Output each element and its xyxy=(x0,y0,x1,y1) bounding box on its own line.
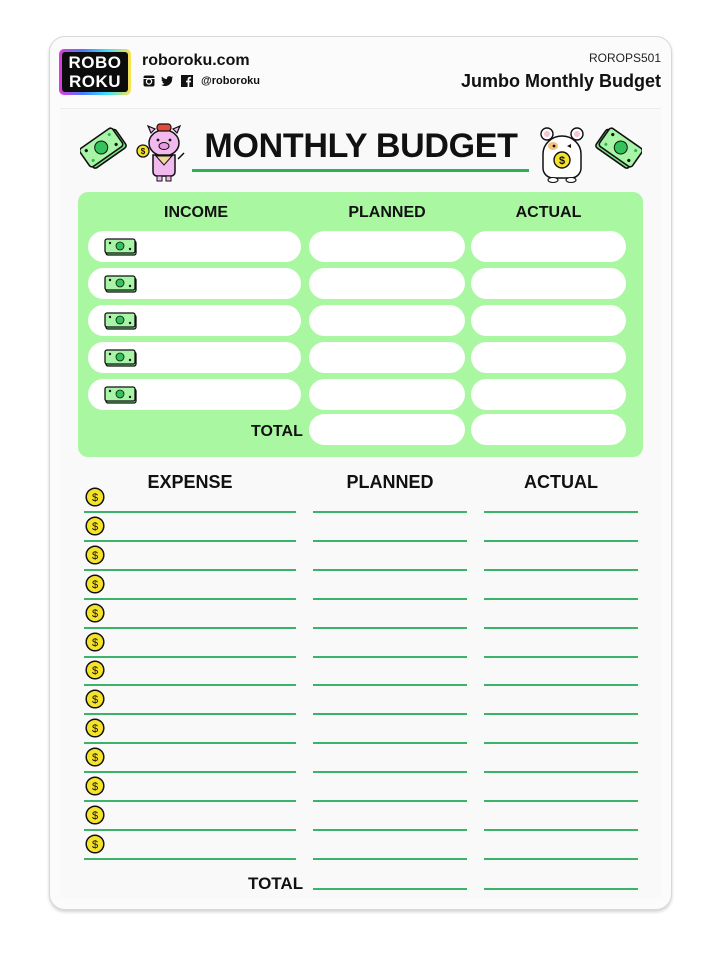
expense-planned-line[interactable] xyxy=(313,684,467,686)
coin-icon xyxy=(85,747,105,767)
expense-actual-line[interactable] xyxy=(484,511,638,513)
svg-text:$: $ xyxy=(91,549,99,562)
income-actual-field[interactable] xyxy=(471,231,626,262)
income-total-actual-field[interactable] xyxy=(471,414,626,445)
social-handle: @roboroku xyxy=(201,74,261,87)
money-bill-icon xyxy=(104,385,138,410)
coin-icon xyxy=(85,660,105,680)
expense-actual-line[interactable] xyxy=(484,771,638,773)
expense-actual-line[interactable] xyxy=(484,800,638,802)
product-name: Jumbo Monthly Budget xyxy=(461,71,661,91)
coin-icon xyxy=(85,805,105,825)
expense-item-line[interactable] xyxy=(84,656,296,658)
svg-text:$: $ xyxy=(91,607,99,620)
logo-line-1: ROBO xyxy=(68,53,122,72)
expense-header: EXPENSE xyxy=(147,472,233,492)
money-bill-icon xyxy=(80,126,128,175)
logo-line-2: ROKU xyxy=(68,72,122,91)
expense-planned-line[interactable] xyxy=(313,540,467,542)
product-sku: ROROPS501 xyxy=(588,51,661,65)
coin-icon xyxy=(85,603,105,623)
income-total-planned-field[interactable] xyxy=(309,414,465,445)
income-source-field[interactable] xyxy=(88,305,301,336)
income-actual-field[interactable] xyxy=(471,379,626,410)
money-bill-icon xyxy=(104,348,138,373)
svg-text:$: $ xyxy=(91,752,99,765)
money-bill-icon xyxy=(104,274,138,299)
roboroku-logo xyxy=(59,49,131,95)
expense-actual-line[interactable] xyxy=(484,858,638,860)
expense-actual-line[interactable] xyxy=(484,656,638,658)
income-actual-field[interactable] xyxy=(471,342,626,373)
expense-item-line[interactable] xyxy=(84,713,296,715)
expense-item-line[interactable] xyxy=(84,858,296,860)
expense-planned-line[interactable] xyxy=(313,713,467,715)
site-url: roboroku.com xyxy=(142,52,250,69)
money-bill-icon xyxy=(594,126,642,175)
income-actual-field[interactable] xyxy=(471,268,626,299)
expense-item-line[interactable] xyxy=(84,511,296,513)
coin-icon xyxy=(85,487,105,507)
pig-with-coin-icon xyxy=(133,121,189,188)
income-planned-field[interactable] xyxy=(309,342,465,373)
income-planned-header: PLANNED xyxy=(348,204,426,221)
coin-icon xyxy=(85,776,105,796)
coin-icon xyxy=(85,689,105,709)
income-planned-field[interactable] xyxy=(309,305,465,336)
expense-actual-line[interactable] xyxy=(484,569,638,571)
svg-text:$: $ xyxy=(91,723,99,736)
expense-actual-line[interactable] xyxy=(484,713,638,715)
coin-icon xyxy=(85,516,105,536)
money-bill-icon xyxy=(104,311,138,336)
expense-item-line[interactable] xyxy=(84,598,296,600)
facebook-icon xyxy=(180,74,193,87)
svg-text:$: $ xyxy=(91,665,99,678)
expense-item-line[interactable] xyxy=(84,771,296,773)
expense-planned-line[interactable] xyxy=(313,829,467,831)
coin-icon xyxy=(85,545,105,565)
expense-item-line[interactable] xyxy=(84,829,296,831)
svg-text:$: $ xyxy=(91,520,99,533)
hamster-with-coin-icon xyxy=(537,124,587,189)
expense-item-line[interactable] xyxy=(84,569,296,571)
expense-planned-line[interactable] xyxy=(313,771,467,773)
expense-item-line[interactable] xyxy=(84,800,296,802)
coin-icon xyxy=(85,574,105,594)
svg-text:$: $ xyxy=(140,147,146,156)
expense-planned-line[interactable] xyxy=(313,656,467,658)
income-actual-header: ACTUAL xyxy=(515,204,582,221)
svg-text:$: $ xyxy=(558,155,566,167)
income-source-field[interactable] xyxy=(88,379,301,410)
income-planned-field[interactable] xyxy=(309,268,465,299)
expense-planned-line[interactable] xyxy=(313,569,467,571)
expense-total-actual-line[interactable] xyxy=(484,888,638,890)
twitter-icon xyxy=(161,74,174,87)
svg-text:$: $ xyxy=(91,636,99,649)
svg-text:$: $ xyxy=(91,492,99,504)
income-source-field[interactable] xyxy=(88,231,301,262)
svg-text:$: $ xyxy=(91,838,99,851)
social-row xyxy=(142,74,260,87)
income-total-label: TOTAL xyxy=(251,423,303,440)
income-actual-field[interactable] xyxy=(471,305,626,336)
title-underline xyxy=(192,169,529,172)
page-title: MONTHLY BUDGET xyxy=(204,127,518,165)
coin-icon xyxy=(85,834,105,854)
expense-actual-line[interactable] xyxy=(484,742,638,744)
coin-icon xyxy=(85,718,105,738)
money-bill-icon xyxy=(104,237,138,262)
expense-actual-line[interactable] xyxy=(484,627,638,629)
expense-planned-line[interactable] xyxy=(313,800,467,802)
expense-item-line[interactable] xyxy=(84,540,296,542)
expense-item-line[interactable] xyxy=(84,742,296,744)
expense-planned-line[interactable] xyxy=(313,627,467,629)
expense-actual-line[interactable] xyxy=(484,684,638,686)
expense-actual-line[interactable] xyxy=(484,829,638,831)
expense-total-planned-line[interactable] xyxy=(313,888,467,890)
income-source-field[interactable] xyxy=(88,342,301,373)
expense-planned-header: PLANNED xyxy=(346,472,434,492)
income-planned-field[interactable] xyxy=(309,231,465,262)
svg-text:$: $ xyxy=(91,781,99,793)
svg-text:$: $ xyxy=(91,809,99,822)
coin-icon xyxy=(85,632,105,652)
expense-actual-line[interactable] xyxy=(484,540,638,542)
income-source-field[interactable] xyxy=(88,268,301,299)
instagram-icon xyxy=(142,74,155,87)
header xyxy=(49,36,672,108)
expense-actual-line[interactable] xyxy=(484,598,638,600)
svg-text:$: $ xyxy=(91,694,99,707)
expense-total-label: TOTAL xyxy=(248,874,304,893)
svg-text:$: $ xyxy=(91,578,99,591)
expense-planned-line[interactable] xyxy=(313,742,467,744)
expense-actual-header: ACTUAL xyxy=(524,472,598,492)
expense-planned-line[interactable] xyxy=(313,858,467,860)
income-planned-field[interactable] xyxy=(309,379,465,410)
income-header: INCOME xyxy=(164,204,228,221)
expense-item-line[interactable] xyxy=(84,627,296,629)
expense-planned-line[interactable] xyxy=(313,598,467,600)
expense-item-line[interactable] xyxy=(84,684,296,686)
expense-planned-line[interactable] xyxy=(313,511,467,513)
